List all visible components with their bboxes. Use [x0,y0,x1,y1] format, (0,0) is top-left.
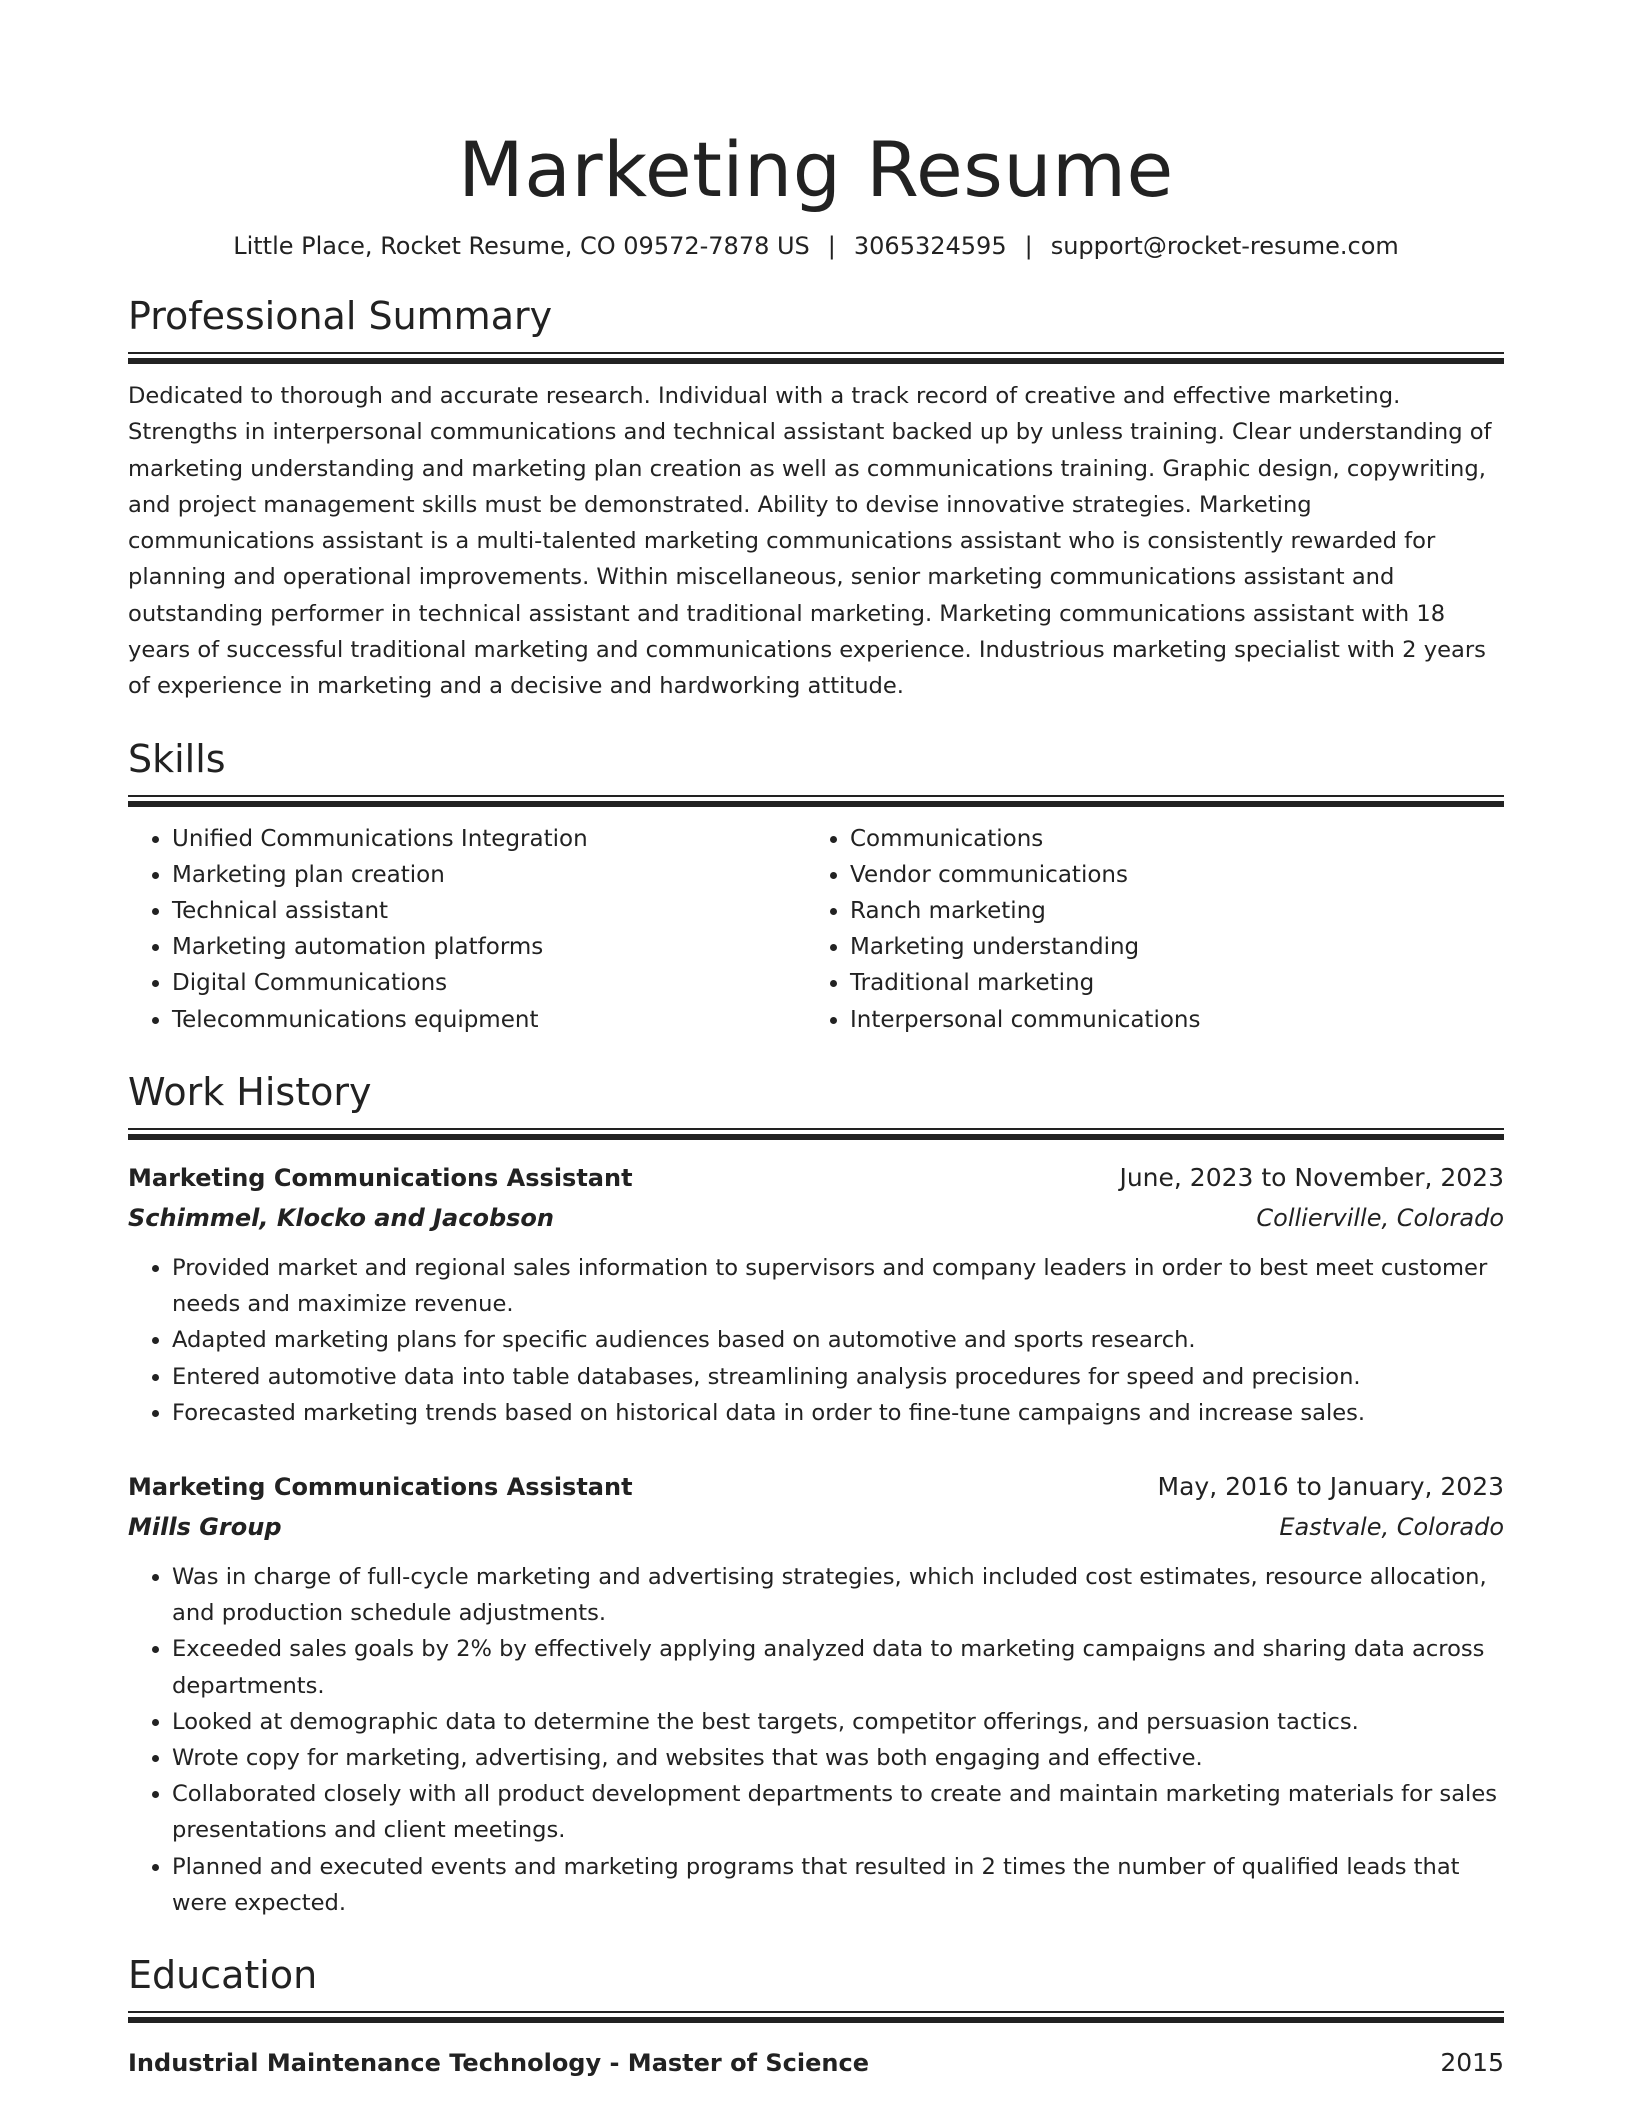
job-header-row [128,1158,1504,1198]
job-bullet: • Collaborated closely with all product development departments to create and maintain marketing materials for sales presentations and client meetings. [172,1776,1504,1848]
job-company: Mills Group [128,1512,282,1541]
skill-item: • Traditional marketing [850,965,1484,1001]
job-location: Collierville, Colorado [1256,1203,1504,1232]
job-bullet: • Adapted marketing plans for specific audiences based on automotive and sports research. [172,1322,1504,1358]
job-company: Schimmel, Klocko and Jacobson [128,1203,554,1232]
education-heading: Education [128,1952,318,1997]
summary-section [128,292,1504,705]
section-divider [128,2011,1504,2023]
work-section [128,1068,1504,1921]
job-bullet: • Forecasted marketing trends based on historical data in order to fine-tune campaigns and increase sales. [172,1395,1504,1431]
skill-item: • Marketing understanding [850,929,1484,965]
job-bullets [128,1250,1504,1431]
work-heading: Work History [128,1069,372,1114]
job-entry [128,1467,1504,1921]
skill-item: • Ranch marketing [850,893,1484,929]
skill-item: • Digital Communications [172,965,806,1001]
resume-title: Marketing Resume [458,125,1174,214]
job-dates: May, 2016 to January, 2023 [1157,1471,1504,1501]
skills-section [128,735,1504,1038]
skills-list [128,821,1504,1038]
job-title: Marketing Communications Assistant [128,1163,633,1192]
job-bullet: • Was in charge of full-cycle marketing and advertising strategies, which included cost estimates, resource allocation, and production schedule adjustments. [172,1559,1504,1631]
contact-phone: 3065324595 [853,232,1007,260]
job-bullet: • Planned and executed events and marketing programs that resulted in 2 times the number of qualified leads that were expected. [172,1849,1504,1921]
skill-item: • Unified Communications Integration [172,821,806,857]
job-company-row [128,1198,1504,1238]
job-bullet: • Looked at demographic data to determine the best targets, competitor offerings, and persuasion tactics. [172,1704,1504,1740]
skill-item: • Communications [850,821,1484,857]
job-bullet: • Provided market and regional sales information to supervisors and company leaders in order to best meet customer needs and maximize revenue. [172,1250,1504,1322]
skills-column-left [128,821,806,1038]
job-bullet: • Exceeded sales goals by 2% by effectively applying analyzed data to marketing campaigns and sharing data across departments. [172,1631,1504,1703]
resume-page [128,0,1504,2083]
skill-item: • Interpersonal communications [850,1002,1484,1038]
contact-separator: | [1024,232,1033,260]
education-entry [128,2043,1504,2083]
job-bullet: • Wrote copy for marketing, advertising, and websites that was both engaging and effective. [172,1740,1504,1776]
section-divider [128,352,1504,364]
job-title: Marketing Communications Assistant [128,1472,633,1501]
skill-item: • Technical assistant [172,893,806,929]
education-degree: Industrial Maintenance Technology - Master of Science [128,2048,869,2077]
contact-line [128,230,1504,262]
contact-email: support@rocket-resume.com [1050,232,1399,260]
skill-item: • Telecommunications equipment [172,1002,806,1038]
skills-heading: Skills [128,736,226,781]
skill-item: • Marketing plan creation [172,857,806,893]
contact-separator: | [827,232,836,260]
job-header-row [128,1467,1504,1507]
job-bullet: • Entered automotive data into table databases, streamlining analysis procedures for speed and precision. [172,1359,1504,1395]
skills-column-right [806,821,1484,1038]
summary-heading: Professional Summary [128,294,553,338]
summary-text: Dedicated to thorough and accurate research. Individual with a track record of creative and effective marketing. Strengths in interpersonal communications and technical assistant backed up by unless training. Clear understanding of marketing understanding and marketing plan creation as well as communications training. Graphic design, copywriting, and project management skills must be demonstrated. Ability to devise innovative strategies. Marketing communications assistant is a multi-talented marketing communications assistant who is consistently rewarded for planning and operational improvements. Within miscellaneous, senior marketing communications assistant and outstanding performer in technical assistant and traditional marketing. Marketing communications assistant with 18 years of successful traditional marketing and communications experience. Industrious marketing specialist with 2 years of experience in marketing and a decisive and hardworking attitude. [128,383,1492,700]
section-divider [128,1128,1504,1140]
education-section [128,1951,1504,2083]
skill-item: • Marketing automation platforms [172,929,806,965]
education-year: 2015 [1440,2047,1504,2077]
section-divider [128,795,1504,807]
job-dates: June, 2023 to November, 2023 [1119,1162,1504,1192]
job-location: Eastvale, Colorado [1279,1512,1504,1541]
contact-address: Little Place, Rocket Resume, CO 09572-7878 US [233,232,810,260]
job-entry [128,1158,1504,1431]
skill-item: • Vendor communications [850,857,1484,893]
job-company-row [128,1507,1504,1547]
job-bullets [128,1559,1504,1921]
